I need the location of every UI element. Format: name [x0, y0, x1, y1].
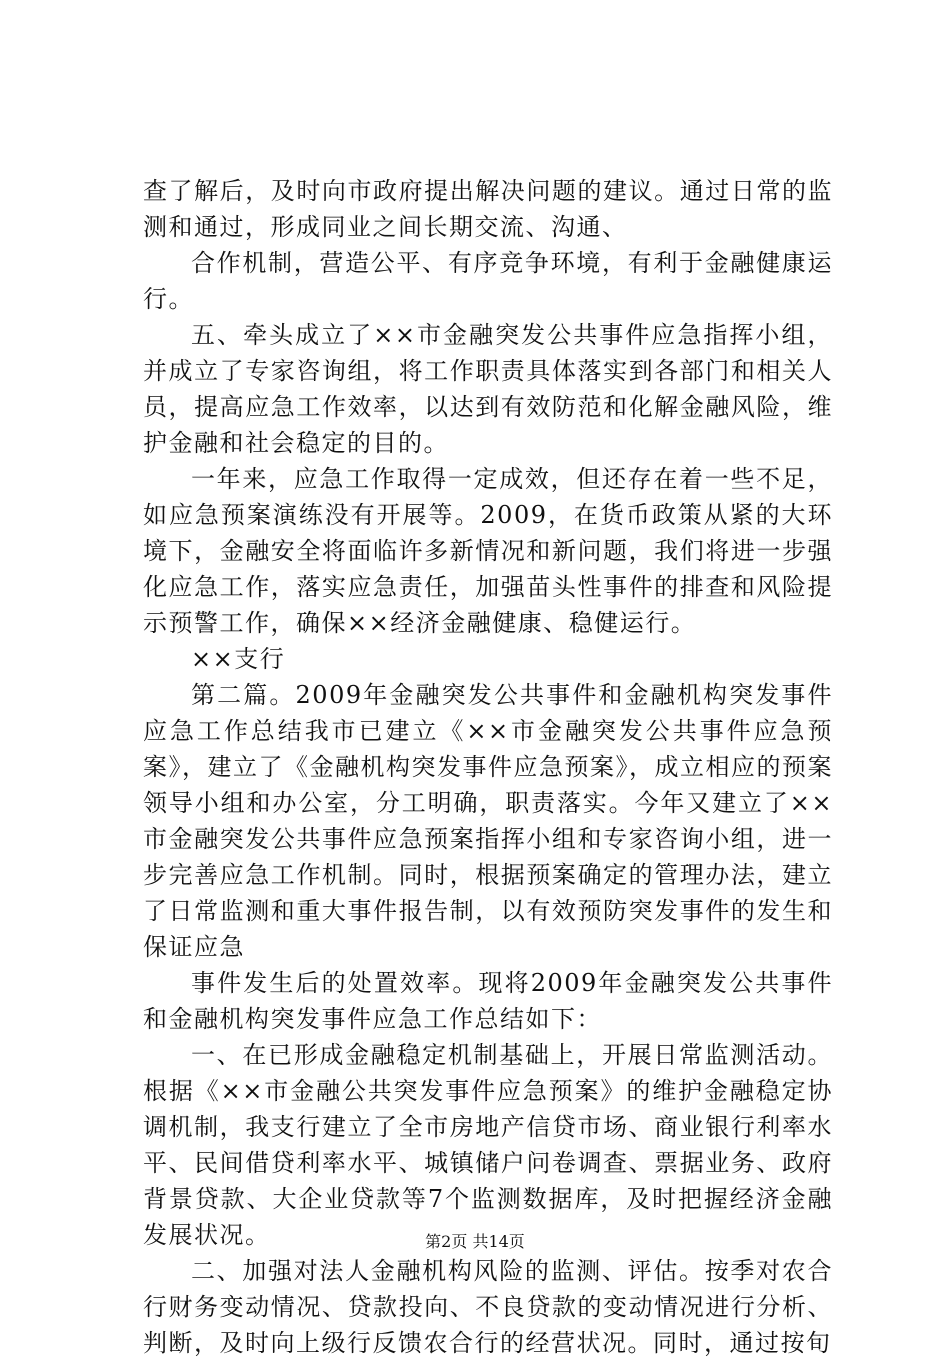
- document-body: [143, 173, 833, 1361]
- page-indicator: 第2页 共14页: [425, 1232, 525, 1251]
- paragraph-3: 五、牵头成立了××市金融突发公共事件应急指挥小组，并成立了专家咨询组，将工作职责具体落实到各部门和相关人员，提高应急工作效率，以达到有效防范和化解金融风险，维护金融和社会稳定的目的。: [143, 321, 833, 457]
- page-footer: [0, 1232, 950, 1252]
- paragraph-5-signature: ××支行: [191, 645, 286, 673]
- paragraph-1: 查了解后，及时向市政府提出解决问题的建议。通过日常的监测和通过，形成同业之间长期交流、沟通、: [143, 177, 833, 241]
- paragraph-7: 事件发生后的处置效率。现将2009年金融突发公共事件和金融机构突发事件应急工作总结如下：: [143, 969, 833, 1033]
- paragraph-4: 一年来，应急工作取得一定成效，但还存在着一些不足，如应急预案演练没有开展等。2009，在货币政策从紧的大环境下，金融安全将面临许多新情况和新问题，我们将进一步强化应急工作，落实应急责任，加强苗头性事件的排查和风险提示预警工作，确保××经济金融健康、稳健运行。: [143, 465, 833, 637]
- paragraph-8: 一、在已形成金融稳定机制基础上，开展日常监测活动。根据《××市金融公共突发事件应急预案》的维护金融稳定协调机制，我支行建立了全市房地产信贷市场、商业银行利率水平、民间借贷利率水平、城镇储户问卷调查、票据业务、政府背景贷款、大企业贷款等7个监测数据库，及时把握经济金融发展状况。: [143, 1041, 833, 1249]
- paragraph-2: 合作机制，营造公平、有序竞争环境，有利于金融健康运行。: [143, 249, 833, 313]
- paragraph-9: 二、加强对法人金融机构风险的监测、评估。按季对农合行财务变动情况、贷款投向、不良贷款的变动情况进行分析、判断，及时向上级行反馈农合行的经营状况。同时，通过按旬: [143, 1257, 833, 1357]
- paragraph-6: 第二篇。2009年金融突发公共事件和金融机构突发事件应急工作总结我市已建立《××市金融突发公共事件应急预案》，建立了《金融机构突发事件应急预案》，成立相应的预案领导小组和办公室，分工明确，职责落实。今年又建立了××市金融突发公共事件应急预案指挥小组和专家咨询小组，进一步完善应急工作机制。同时，根据预案确定的管理办法，建立了日常监测和重大事件报告制，以有效预防突发事件的发生和保证应急: [143, 681, 833, 961]
